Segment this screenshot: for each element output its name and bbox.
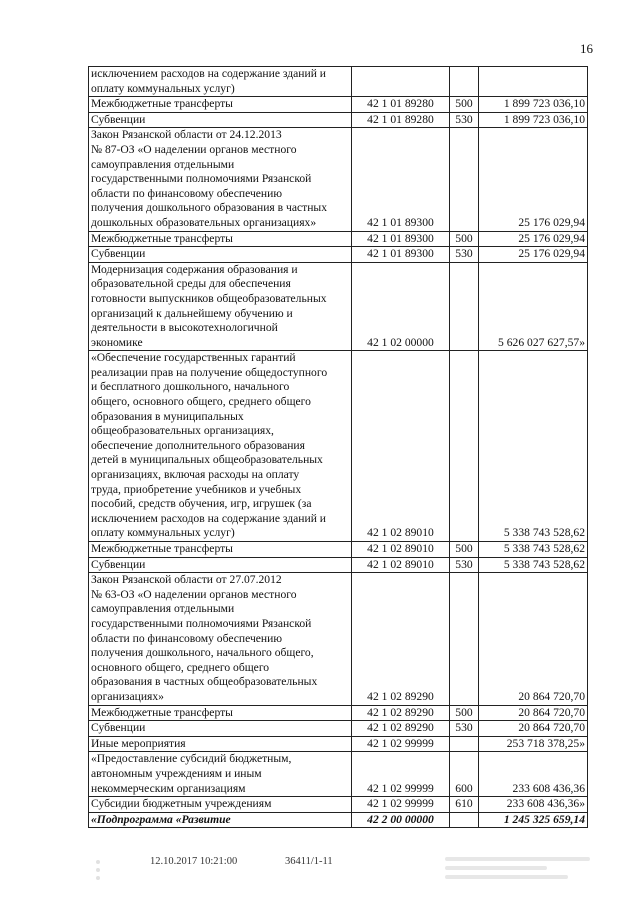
row-sum-cell: 233 608 436,36» xyxy=(479,797,588,813)
row-sum-cell xyxy=(479,67,588,97)
page-number: 16 xyxy=(580,41,593,56)
row-code-cell: 42 2 00 00000 xyxy=(352,812,450,828)
row-name-cell: Иные мероприятия xyxy=(89,736,352,752)
row-sum-cell: 20 864 720,70 xyxy=(479,573,588,705)
row-sum-cell: 5 338 743 528,62 xyxy=(479,557,588,573)
footer-doc-id: 36411/1-11 xyxy=(285,856,333,867)
row-sum-cell: 5 626 027 627,57» xyxy=(479,262,588,351)
row-sum-cell: 1 245 325 659,14 xyxy=(479,812,588,828)
table-row xyxy=(89,573,588,705)
row-expense-type-cell: 500 xyxy=(450,231,479,247)
row-name-cell: Закон Рязанской области от 24.12.2013 № 87-ОЗ «О наделении органов местного самоуправления отдельными государственными полномочиями Рязанской области по финансовому обеспечению получения дошкольного образования в частных дошкольных образовательных организациях» xyxy=(89,128,352,231)
row-expense-type-cell xyxy=(450,67,479,97)
row-expense-type-cell xyxy=(450,812,479,828)
table-row xyxy=(89,721,588,737)
row-code-cell: 42 1 02 99999 xyxy=(352,736,450,752)
table-row xyxy=(89,128,588,231)
row-sum-cell: 1 899 723 036,10 xyxy=(479,97,588,113)
table-row xyxy=(89,262,588,351)
row-code-cell: 42 1 02 00000 xyxy=(352,262,450,351)
row-code-cell: 42 1 02 99999 xyxy=(352,797,450,813)
row-name-cell: «Обеспечение государственных гарантий реализации прав на получение общедоступного и бесплатного дошкольного, начального общего, основного общего, среднего общего образования в муниципальных общеобразовательных организациях, обеспечение дополнительного образования детей в муниципальных общеобразовательных организациях, включая расходы на оплату труда, приобретение учебников и учебных пособий, средств обучения, игр, игрушек (за исключением расходов на содержание зданий и оплату коммунальных услуг) xyxy=(89,351,352,542)
row-name-cell: «Предоставление субсидий бюджетным, автономным учреждениям и иным некоммерческим организациям xyxy=(89,752,352,797)
row-name-cell: Субвенции xyxy=(89,112,352,128)
row-name-cell: Межбюджетные трансферты xyxy=(89,705,352,721)
table-row xyxy=(89,736,588,752)
stamp-mark-right xyxy=(445,852,590,884)
row-code-cell: 42 1 02 89010 xyxy=(352,557,450,573)
row-code-cell xyxy=(352,67,450,97)
table-row xyxy=(89,351,588,542)
table-row xyxy=(89,67,588,97)
row-expense-type-cell: 610 xyxy=(450,797,479,813)
budget-table xyxy=(88,66,588,828)
row-expense-type-cell xyxy=(450,351,479,542)
row-sum-cell: 25 176 029,94 xyxy=(479,128,588,231)
row-name-cell: Субвенции xyxy=(89,247,352,263)
table-row xyxy=(89,231,588,247)
row-name-cell: Модернизация содержания образования и образовательной среды для обеспечения готовности выпускников общеобразовательных организаций к дальнейшему обучению и деятельности в высокотехнологичной экономике xyxy=(89,262,352,351)
row-name-cell: Межбюджетные трансферты xyxy=(89,542,352,558)
row-name-cell: исключением расходов на содержание зданий и оплату коммунальных услуг) xyxy=(89,67,352,97)
row-name-cell: Межбюджетные трансферты xyxy=(89,97,352,113)
row-sum-cell: 20 864 720,70 xyxy=(479,705,588,721)
table-row xyxy=(89,557,588,573)
row-expense-type-cell: 600 xyxy=(450,752,479,797)
row-name-cell: Субсидии бюджетным учреждениям xyxy=(89,797,352,813)
table-row xyxy=(89,752,588,797)
row-code-cell: 42 1 01 89300 xyxy=(352,128,450,231)
row-expense-type-cell: 530 xyxy=(450,112,479,128)
row-code-cell: 42 1 02 89010 xyxy=(352,351,450,542)
stamp-mark-left xyxy=(92,856,120,886)
row-code-cell: 42 1 02 99999 xyxy=(352,752,450,797)
row-code-cell: 42 1 02 89290 xyxy=(352,705,450,721)
row-name-cell: «Подпрограмма «Развитие xyxy=(89,812,352,828)
row-sum-cell: 20 864 720,70 xyxy=(479,721,588,737)
table-row xyxy=(89,705,588,721)
row-expense-type-cell xyxy=(450,262,479,351)
budget-table-body xyxy=(89,67,588,828)
row-expense-type-cell: 530 xyxy=(450,247,479,263)
row-code-cell: 42 1 02 89290 xyxy=(352,721,450,737)
row-expense-type-cell: 530 xyxy=(450,721,479,737)
row-sum-cell: 25 176 029,94 xyxy=(479,231,588,247)
row-expense-type-cell xyxy=(450,573,479,705)
row-sum-cell: 5 338 743 528,62 xyxy=(479,542,588,558)
row-code-cell: 42 1 02 89290 xyxy=(352,573,450,705)
row-code-cell: 42 1 02 89010 xyxy=(352,542,450,558)
table-row xyxy=(89,542,588,558)
table-row xyxy=(89,97,588,113)
row-sum-cell: 25 176 029,94 xyxy=(479,247,588,263)
footer-datetime: 12.10.2017 10:21:00 xyxy=(150,856,238,867)
row-code-cell: 42 1 01 89280 xyxy=(352,97,450,113)
row-expense-type-cell: 500 xyxy=(450,97,479,113)
row-sum-cell: 5 338 743 528,62 xyxy=(479,351,588,542)
row-name-cell: Межбюджетные трансферты xyxy=(89,231,352,247)
row-sum-cell: 253 718 378,25» xyxy=(479,736,588,752)
row-name-cell: Закон Рязанской области от 27.07.2012 № 63-ОЗ «О наделении органов местного самоуправления отдельными государственными полномочиями Рязанской области по финансовому обеспечению получения дошкольного, начального общего, основного общего, среднего общего образования в частных общеобразовательных организациях» xyxy=(89,573,352,705)
row-name-cell: Субвенции xyxy=(89,721,352,737)
table-row xyxy=(89,797,588,813)
row-expense-type-cell: 530 xyxy=(450,557,479,573)
table-row xyxy=(89,812,588,828)
row-expense-type-cell xyxy=(450,128,479,231)
row-expense-type-cell xyxy=(450,736,479,752)
row-code-cell: 42 1 01 89300 xyxy=(352,231,450,247)
row-sum-cell: 1 899 723 036,10 xyxy=(479,112,588,128)
row-sum-cell: 233 608 436,36 xyxy=(479,752,588,797)
table-row xyxy=(89,112,588,128)
row-name-cell: Субвенции xyxy=(89,557,352,573)
row-expense-type-cell: 500 xyxy=(450,542,479,558)
row-expense-type-cell: 500 xyxy=(450,705,479,721)
table-row xyxy=(89,247,588,263)
row-code-cell: 42 1 01 89280 xyxy=(352,112,450,128)
row-code-cell: 42 1 01 89300 xyxy=(352,247,450,263)
